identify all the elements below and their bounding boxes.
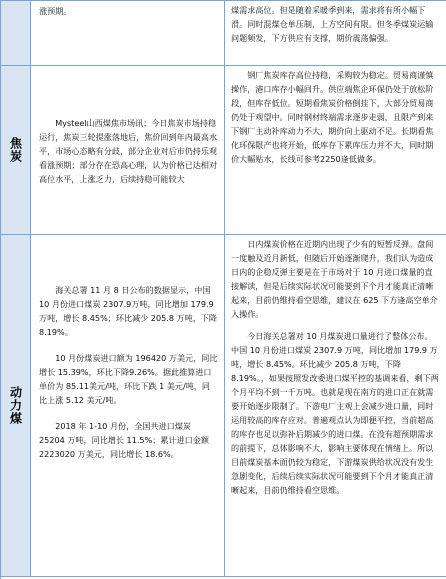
market-news-paragraph: 10 月份煤炭进口额为 196420 万美元，同比增长 15.39%，环比下降9.26%。据此推算进口单价为 85.11美元/吨，环比下跌 1 美元/吨，同比上涨 5.12 美元/吨。 xyxy=(39,353,218,405)
category-cell-thermal-coal xyxy=(1,235,31,577)
market-news-text: Mysteel山西煤焦市场讯：今日焦炭市场持稳运行，焦炭三轮提涨落地后，焦价回到年内最高水平，市场心态略有分歧，部分企业对后市仍持乐观看涨预期；部分存在恐高心理，认为价格已达相对高位水平，上涨乏力，后续持稳可能较大 xyxy=(39,117,218,184)
market-news-cell xyxy=(31,235,225,577)
market-news-cell xyxy=(31,1,225,66)
market-news-paragraph: 2018 年 1-10 月份，全国共进口煤炭 25204 万吨，同比增长 11.5%；累计进口金额 2223020 万美元，同比增长 18.6%。 xyxy=(39,421,209,459)
analysis-text: 钢厂焦炭库存高位持稳，采购较为稳定。贸易商谨慎操作，港口库存小幅回升。供应端焦企环保仍处于放松阶段，但库存低位。短期看焦炭价格倒挂下，大部分贸易商仍处于观望中。同时钢材终端需求逐步走弱，且限产到来下钢厂主动补库动力不大，期价向上驱动不足。长期看焦化环保限产也将开始，低库存下累库压力并不大，同时期价大幅贴水，长线可参考2250逢低做多。 xyxy=(231,70,434,164)
analysis-text: 煤需求高位。但是随着采暖季到来，需求将有所小幅下滑。同时混煤仓单压制，上方空间有限。但冬季煤炭运输问题频发，下方供应有支撑，期价震荡偏强。 xyxy=(231,5,434,43)
market-news-cell xyxy=(31,66,225,235)
category-label: 动力煤 xyxy=(8,386,23,425)
analysis-paragraph: 日内煤炭价格在近期内出现了少有的短暂反弹。盘间一度触及近月新低，但随后开始逐渐爬升，我们认为造成日内的企稳反弹主要是在于市场对于 10 月进口煤量的直接解读，但是后续实际状况可能要到下个月才能真正清晰起来，目前仍维持看空思维，建议在 625 下方逢高空单介入操作。 xyxy=(231,239,438,319)
analysis-cell xyxy=(225,235,446,577)
category-cell-coke xyxy=(1,66,31,235)
analysis-paragraph: 今日海关总署对 10 月煤炭进口量进行了整体公布。中国 10 月份进口煤炭 2307.9 万吨，同比增加 179.9 万吨，增长 8.45%。环比减少 205.8 万吨，下降 8.19%。，如果按照发改委进口煤平控的基调来看，剩下两个月平均不到一千万吨。也就是现在南方的进口正在就需要开始逐步限制了。下游电厂主观上会减少进口量，同时运用较高的库存应对。普遍观点认为即便平控，当前超高的库存也足以弥补后期减少的进口煤。在没有超预期需求的前提下，总体影响不大，影响主要体现在情绪上。所以目前煤炭基本面仍较为稳定，下游煤炭供给状况没有发生急剧变化，后续后续实际状况可能要到下个月才能真正清晰起来，目前仍维持看空思维。 xyxy=(231,331,439,495)
analysis-cell xyxy=(225,1,446,66)
market-news-text: 涨预期。 xyxy=(39,6,72,16)
category-cell xyxy=(1,1,31,66)
category-label: 焦炭 xyxy=(8,137,23,163)
market-news-paragraph: 海关总署 11 月 8 日公布的数据显示，中国 10 月份进口煤炭 2307.9万吨，同比增加 179.9 万吨，增长 8.45%；环比减少 205.8 万吨，下降8.19%。 xyxy=(39,285,218,337)
analysis-cell xyxy=(225,66,446,235)
